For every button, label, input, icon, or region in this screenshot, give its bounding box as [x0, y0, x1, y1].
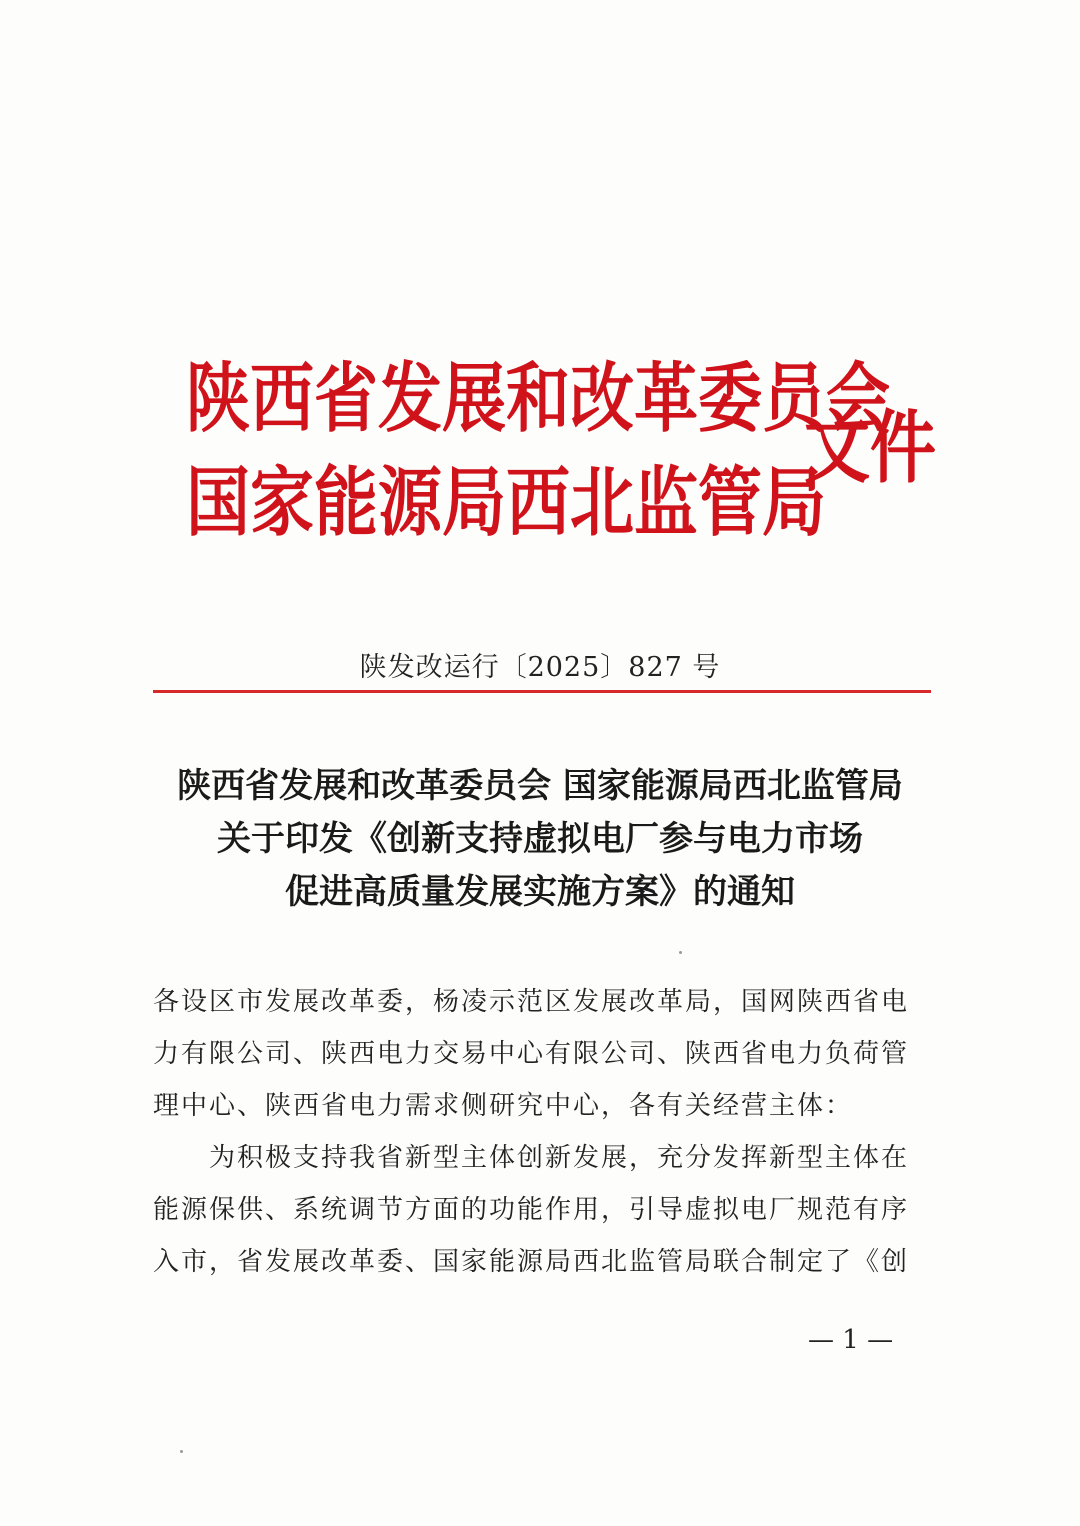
document-number: 陕发改运行〔2025〕827 号	[359, 652, 721, 683]
masthead-issuer-2: 国家能源局西北监管局	[186, 458, 826, 548]
scan-speck	[679, 951, 682, 954]
page-number: — 1 —	[808, 1325, 894, 1355]
body-line: 入市，省发展改革委、国家能源局西北监管局联合制定了《创	[153, 1247, 910, 1277]
body-line: 为积极支持我省新型主体创新发展，充分发挥新型主体在	[209, 1143, 910, 1173]
body-line: 各设区市发展改革委，杨凌示范区发展改革局，国网陕西省电	[153, 987, 910, 1017]
scan-speck	[180, 1450, 183, 1453]
body-line: 力有限公司、陕西电力交易中心有限公司、陕西省电力负荷管	[153, 1039, 910, 1069]
title-line-3: 促进高质量发展实施方案》的通知	[285, 872, 795, 912]
body-line: 能源保供、系统调节方面的功能作用，引导虚拟电厂规范有序	[153, 1195, 910, 1225]
title-line-2: 关于印发《创新支持虚拟电厂参与电力市场	[217, 819, 863, 859]
title-line-1: 陕西省发展和改革委员会 国家能源局西北监管局	[177, 766, 903, 806]
red-divider-line	[153, 690, 931, 693]
document-body	[153, 976, 933, 1288]
red-masthead	[186, 340, 936, 550]
body-line: 理中心、陕西省电力需求侧研究中心，各有关经营主体：	[153, 1091, 854, 1121]
document-title	[0, 760, 1080, 919]
masthead-issuer-1: 陕西省发展和改革委员会	[186, 354, 890, 444]
masthead-suffix: 文件	[804, 400, 936, 495]
